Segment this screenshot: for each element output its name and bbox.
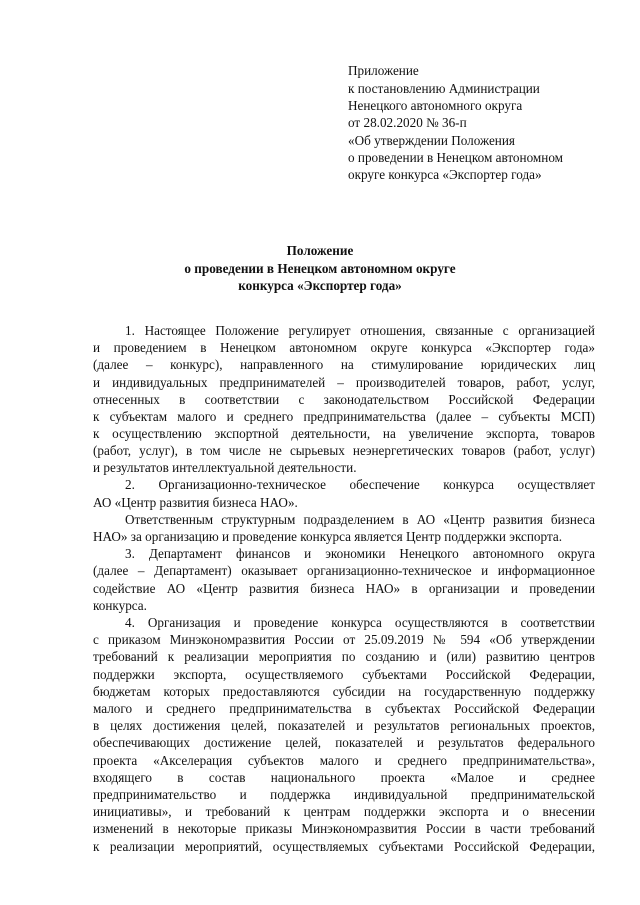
paragraph-line: инициативы», и требований к центрам поддержки экспорта и о внесении (93, 804, 595, 819)
paragraph-line: малого и среднего предпринимательства в субъектах Российской Федерации (93, 701, 595, 716)
paragraph-line: (далее – конкурс), направленного на стимулирование юридических лиц (93, 357, 595, 372)
paragraph-line: поддержки экспорта, осуществляемого субъектами Российской Федерации, (93, 667, 595, 682)
paragraph-line: 3. Департамент финансов и экономики Ненецкого автономного округа (125, 546, 595, 561)
paragraph-line: и результатов интеллектуальной деятельности. (93, 460, 357, 475)
paragraph-line: НАО» за организацию и проведение конкурса является Центр поддержки экспорта. (93, 529, 563, 544)
paragraph-line: Ответственным структурным подразделением в АО «Центр развития бизнеса (125, 512, 595, 527)
paragraph-line: к реализации мероприятий, осуществляемых субъектами Российской Федерации, (93, 839, 595, 854)
appendix-line: Приложение (348, 63, 419, 78)
paragraph-line: 1. Настоящее Положение регулирует отношения, связанные с организацией (125, 323, 595, 338)
paragraph-line: бюджетам которых предоставляются субсидии на государственную поддержку (93, 684, 595, 699)
paragraph-line: предпринимательство и поддержка индивидуальной предпринимательской (93, 787, 595, 802)
paragraph-line: с приказом Минэкономразвития России от 25.09.2019 № 594 «Об утверждении (93, 632, 595, 647)
appendix-line: к постановлению Администрации (348, 81, 540, 96)
appendix-line: от 28.02.2020 № 36-п (348, 115, 467, 130)
paragraph-line: проекта «Акселерация субъектов малого и среднего предпринимательства», (93, 753, 595, 768)
paragraph-line: изменений в некоторые приказы Минэкономразвития России в части требований (93, 821, 595, 836)
appendix-line: Ненецкого автономного округа (348, 98, 523, 113)
paragraph-line: входящего в состав национального проекта «Малое и среднее (93, 770, 595, 785)
paragraph-line: в целях достижения целей, показателей и результатов региональных проектов, (93, 718, 595, 733)
title-line: конкурса «Экспортер года» (238, 278, 402, 293)
paragraph-line: и проведением в Ненецком автономном округе конкурса «Экспортер года» (93, 340, 595, 355)
paragraph-line: 4. Организация и проведение конкурса осуществляются в соответствии (125, 615, 595, 630)
appendix-line: о проведении в Ненецком автономном (348, 150, 564, 165)
paragraph-line: к осуществлению экспортной деятельности, на увеличение экспорта, товаров (93, 426, 595, 441)
paragraph-line: к субъектам малого и среднего предпринимательства (далее – субъекты МСП) (93, 409, 595, 424)
paragraph-line: содействие АО «Центр развития бизнеса НАО» в организации и проведении (93, 581, 595, 596)
paragraph-line: АО «Центр развития бизнеса НАО». (93, 495, 298, 510)
paragraph-line: (далее – Департамент) оказывает организационно-техническое и информационное (93, 563, 595, 578)
paragraph-line: отнесенных в соответствии с законодательством Российской Федерации (93, 392, 595, 407)
appendix-line: округе конкурса «Экспортер года» (348, 167, 542, 182)
paragraph-line: требований к реализации мероприятия по созданию и (или) развитию центров (93, 649, 595, 664)
paragraph-line: (работ, услуг), в том числе не сырьевых неэнергетических товаров (работ, услуг) (93, 443, 595, 458)
paragraph-line: обеспечивающих достижение целей, показателей и результатов федерального (93, 735, 595, 750)
appendix-line: «Об утверждении Положения (348, 133, 515, 148)
paragraph-line: конкурса. (93, 598, 147, 613)
title-line: о проведении в Ненецком автономном округе (184, 261, 456, 276)
paragraph-line: и индивидуальных предпринимателей – производителей товаров, работ, услуг, (93, 375, 595, 390)
paragraph-line: 2. Организационно-техническое обеспечение конкурса осуществляет (125, 477, 595, 492)
title-line: Положение (286, 243, 354, 258)
